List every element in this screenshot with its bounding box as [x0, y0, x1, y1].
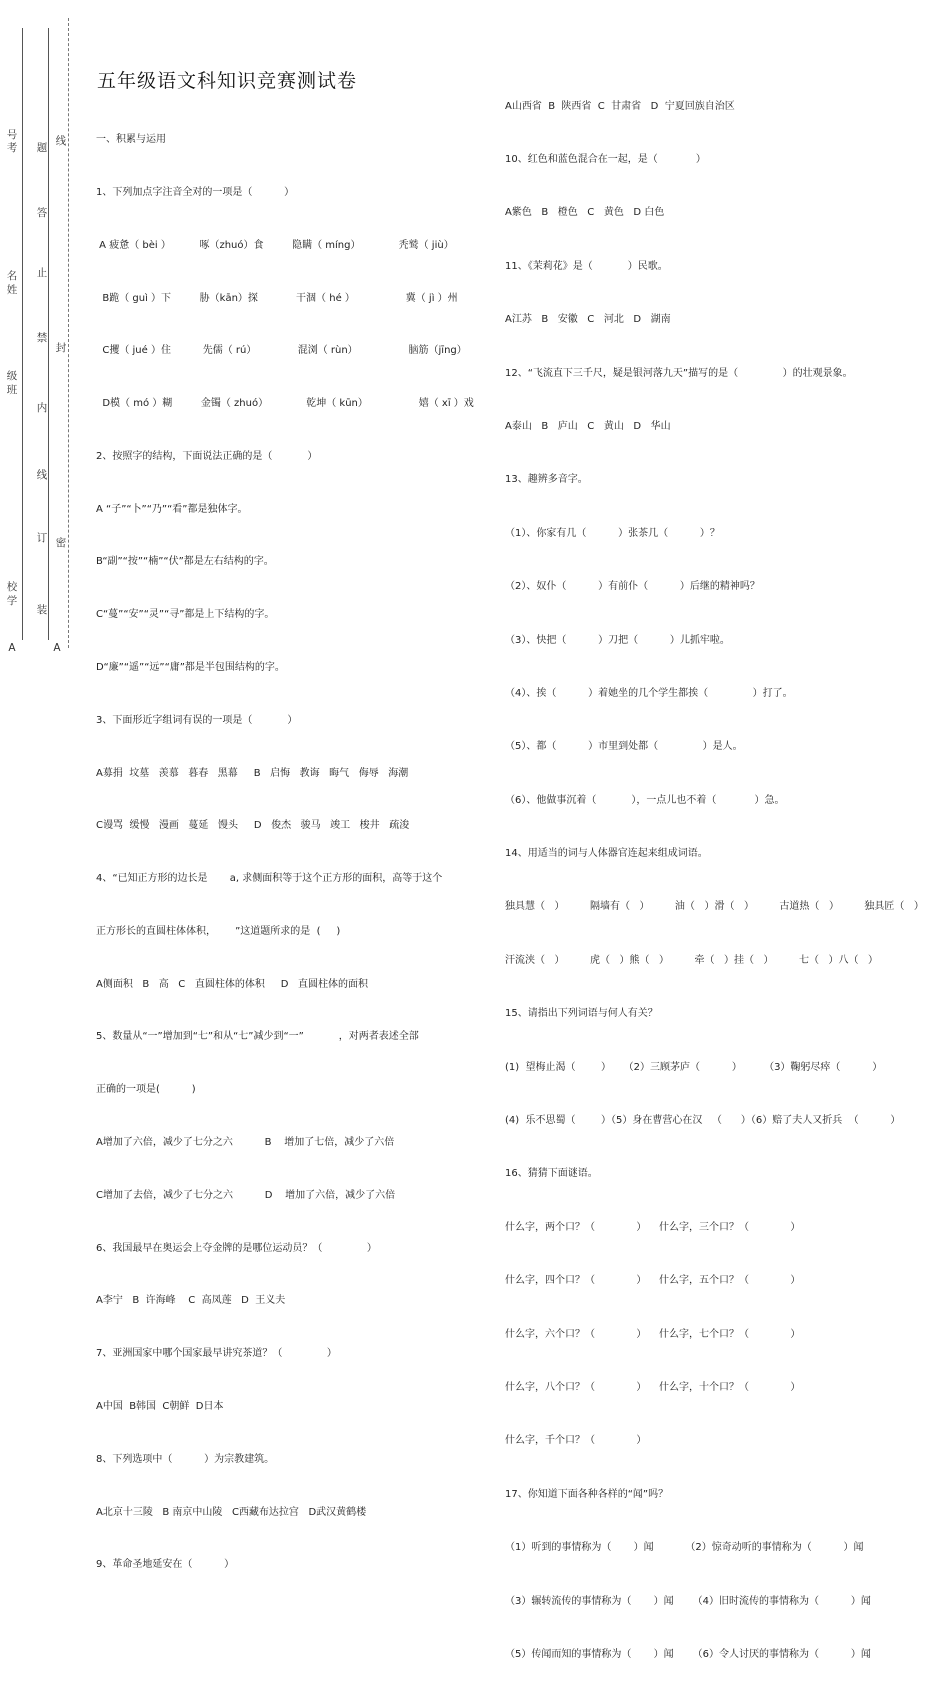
margin-label-ban: 班 [6, 384, 18, 396]
left-column [96, 96, 496, 1591]
margin-label-xiao: 校 [6, 581, 18, 593]
section-heading: 一、积累与运用 [96, 134, 166, 146]
margin-label-xian: 线 [36, 469, 48, 481]
q16-row-2: 什么字，四个口？（ ） 什么字，五个口？（ ） [505, 1275, 801, 1287]
q17-row-2: （3）辗转流传的事情称为（ ）闻 （4）旧时流传的事情称为（ ）闻 [505, 1595, 871, 1607]
q16-row-4: 什么字，八个口？（ ） 什么字，十个口？（ ） [505, 1381, 801, 1393]
q9-options: A山西省 B 陕西省 C 甘肃省 D 宁夏回族自治区 [505, 100, 735, 112]
margin-label-ming: 名 [6, 270, 18, 282]
margin-label-a-outer: A [8, 642, 16, 654]
q5-options-cd: C增加了去倍，减少了七分之六 D 增加了六倍，减少了六倍 [96, 1189, 396, 1201]
q5-options-ab: A增加了六倍，减少了七分之六 B 增加了七倍，减少了六倍 [96, 1137, 395, 1149]
q13-item-5: （5）、都（ ）市里到处都（ ）是人。 [505, 741, 743, 753]
margin-label-hao: 号 [6, 129, 18, 141]
question-2: 2、按照字的结构，下面说法正确的是（ ） [96, 450, 318, 462]
margin-label-xue: 学 [6, 595, 18, 607]
question-11: 11、《茉莉花》是（ ）民歌。 [505, 260, 668, 272]
q13-item-1: （1）、你家有几（ ）张茶几（ ）？ [505, 527, 720, 539]
q2-option-a: A “子”“卜”“乃”“看”都是独体字。 [96, 503, 248, 515]
q16-row-5: 什么字，千个口？（ ） [505, 1435, 647, 1447]
margin-label-da: 答 [36, 207, 48, 219]
q2-option-b: B“副”“按”“楠”“伏”都是左右结构的字。 [96, 556, 274, 568]
question-9: 9、革命圣地延安在（ ） [96, 1559, 235, 1571]
question-3: 3、下面形近字组词有误的一项是（ ） [96, 714, 298, 726]
margin-label-xing: 姓 [6, 284, 18, 296]
seal-label-feng: 封 [55, 342, 67, 354]
q3-options-ab: A募捐 坟墓 羡慕 暮春 黑幕 B 启悔 教诲 晦气 侮辱 海潮 [96, 767, 409, 779]
q13-item-6: （6）、他做事沉着（ ），一点儿也不着（ ）急。 [505, 794, 785, 806]
question-4-cont: 正方形长的直圆柱体体积， ”这道题所求的是 ( ) [96, 925, 341, 937]
margin-label-zhi: 止 [36, 267, 48, 279]
q2-option-c: C“蔓”“安”“灵”“寻”都是上下结构的字。 [96, 609, 275, 621]
q14-row-2: 汗流浃（ ） 虎（ ）熊（ ） 牵（ ）挂（ ） 七（ ）八（ ） [505, 954, 879, 966]
margin-label-nei: 内 [36, 402, 48, 414]
question-5-cont: 正确的一项是( ) [96, 1084, 196, 1096]
q8-options: A北京十三陵 B 南京中山陵 C西藏布达拉宫 D武汉黄鹤楼 [96, 1506, 367, 1518]
question-12: 12、“飞流直下三千尺，疑是银河落九天”描写的是（ ）的壮观景象。 [505, 367, 853, 379]
q16-row-1: 什么字，两个口？（ ） 什么字，三个口？（ ） [505, 1221, 801, 1233]
question-4: 4、“已知正方形的边长是 a, 求侧面积等于这个正方形的面积，高等于这个 [96, 873, 443, 885]
q2-option-d: D“廉”“遥”“远”“庸”都是半包围结构的字。 [96, 662, 285, 673]
question-8: 8、下列选项中（ ）为宗教建筑。 [96, 1453, 275, 1465]
q3-options-cd: C谩骂 缓慢 漫画 蔓延 馒头 D 俊杰 骏马 竣工 梭井 疏浚 [96, 820, 410, 832]
q14-row-1: 独具慧（ ） 隔墙有（ ） 油（ ）滑（ ） 古道热（ ） 独具匠（ ） [505, 901, 924, 913]
question-7: 7、亚洲国家中哪个国家最早讲究茶道？（ ） [96, 1348, 337, 1360]
binding-line-outer [22, 28, 23, 640]
q13-item-3: （3）、快把（ ）刀把（ ）儿抓牢啦。 [505, 634, 730, 646]
q17-row-1: （1）听到的事情称为（ ）闻 （2）惊奇动听的事情称为（ ）闻 [505, 1542, 864, 1554]
q4-options: A侧面积 B 高 C 直圆柱体的体积 D 直圆柱体的面积 [96, 978, 368, 990]
q13-item-4: （4）、挨（ ）着她坐的几个学生都挨（ ）打了。 [505, 687, 793, 699]
question-16: 16、猜猜下面谜语。 [505, 1168, 598, 1180]
q1-option-d: D模（ mó ）糊 金镯（ zhuó） 乾坤（ kūn） 嬉（ xī ）戏 [96, 398, 474, 410]
margin-label-a-inner: A [53, 642, 61, 654]
margin-label-ti: 题 [36, 142, 48, 154]
margin-label-kao: 考 [6, 142, 18, 154]
q10-options: A紫色 B 橙色 C 黄色 D 白色 [505, 207, 665, 219]
margin-label-ji: 级 [6, 370, 18, 382]
margin-label-jin: 禁 [36, 332, 48, 344]
question-17: 17、你知道下面各种各样的“闻”吗？ [505, 1488, 669, 1500]
margin-label-zhuang: 装 [36, 604, 48, 616]
q12-options: A泰山 B 庐山 C 黄山 D 华山 [505, 420, 671, 432]
q15-row-2: (4) 乐不思蜀（ ）（5）身在曹营心在汉 （ ）（6）赔了夫人又折兵 （ ） [505, 1115, 901, 1127]
seal-label-xian: 线 [55, 135, 67, 147]
q6-options: A李宁 B 许海峰 C 高凤莲 D 王义夫 [96, 1295, 286, 1307]
question-5: 5、数量从“一”增加到“七”和从“七”减少到“一” ，对两者表述全部 [96, 1031, 419, 1043]
q11-options: A江苏 B 安徽 C 河北 D 湖南 [505, 314, 671, 326]
q16-row-3: 什么字，六个口？（ ） 什么字，七个口？（ ） [505, 1328, 801, 1340]
q1-option-c: C攫（ jué ）住 先儒（ rú） 混浏（ rùn） 脑筋（jīng） [96, 345, 467, 357]
q17-row-3: （5）传闻而知的事情称为（ ）闻 （6）令人讨厌的事情称为（ ）闻 [505, 1648, 871, 1660]
seal-label-mi: 密 [55, 537, 67, 549]
question-13: 13、趣辨多音字。 [505, 474, 588, 486]
question-14: 14、用适当的词与人体器官连起来组成词语。 [505, 848, 708, 860]
question-1: 1、下列加点字注音全对的一项是（ ） [96, 186, 295, 198]
question-15: 15、请指出下列词语与何人有关？ [505, 1008, 658, 1020]
q13-item-2: （2）、奴仆（ ）有前仆（ ）后继的精神吗？ [505, 581, 760, 593]
question-6: 6、我国最早在奥运会上夺金牌的是哪位运动员？（ ） [96, 1242, 377, 1254]
q1-option-a: A 疲惫（ bèi ） 啄（zhuó）食 隐瞒（ míng） 秃鹫（ jiù） [96, 239, 454, 251]
question-10: 10、红色和蓝色混合在一起，是（ ） [505, 153, 706, 165]
q7-options: A中国 B韩国 C朝鲜 D日本 [96, 1400, 224, 1412]
q1-option-b: B跪（ guì ）下 胁（kān）探 干涸（ hé ） 冀（ jì ）州 [96, 292, 458, 304]
seal-dashed-line [68, 18, 69, 648]
q15-row-1: (1) 望梅止渴（ ） （2）三顾茅庐（ ） （3）鞠躬尽瘁（ ） [505, 1061, 883, 1073]
exam-title: 五年级语文科知识竞赛测试卷 [97, 70, 358, 92]
right-column [505, 62, 945, 1682]
margin-label-ding: 订 [36, 532, 48, 544]
